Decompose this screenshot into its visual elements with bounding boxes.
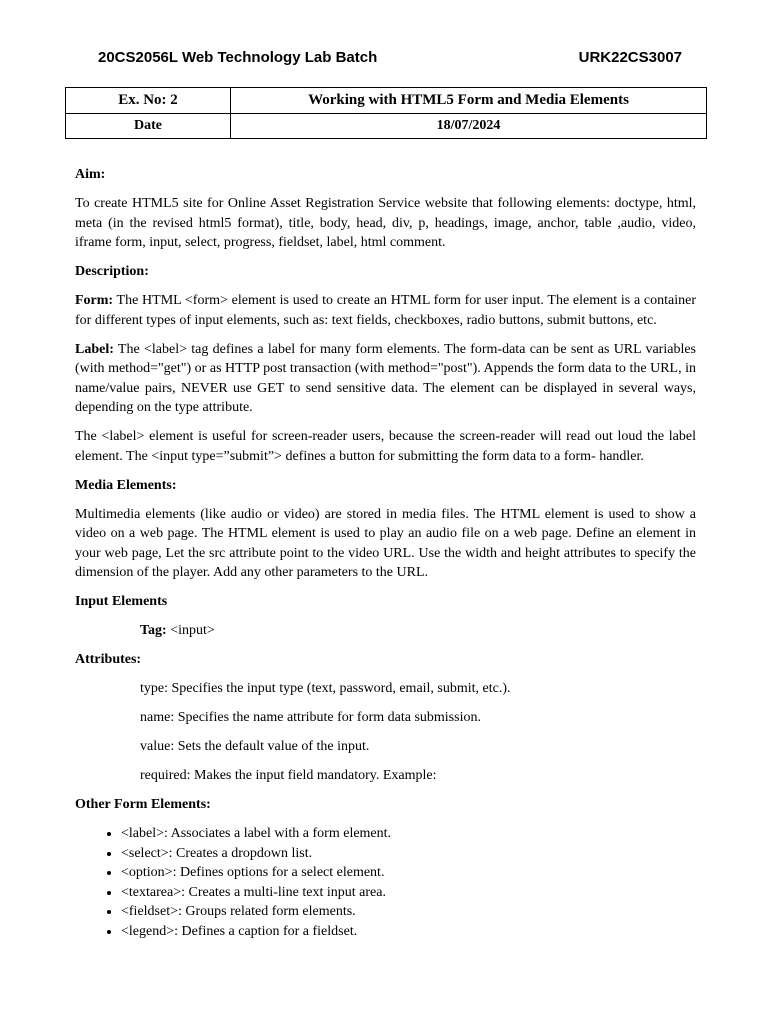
running-header bbox=[98, 47, 682, 67]
attribute-item: value: Sets the default value of the input. bbox=[140, 739, 370, 754]
attribute-item: name: Specifies the name attribute for form data submission. bbox=[140, 710, 481, 725]
exercise-number: Ex. No: 2 bbox=[66, 88, 231, 114]
date-value: 18/07/2024 bbox=[231, 114, 707, 139]
label-paragraph bbox=[75, 340, 696, 418]
exercise-info-table bbox=[65, 87, 707, 139]
aim-text: To create HTML5 site for Online Asset Registration Service website that following elements: doctype, html, meta (in the revised html5 format), title, body, head, div, p, headings, image, anchor, table ,audio, video, iframe form, input, select, progress, fieldset, label, html comment. bbox=[75, 196, 696, 250]
list-item: • <label>: Associates a label with a form element. bbox=[121, 824, 696, 844]
exercise-title: Working with HTML5 Form and Media Elements bbox=[231, 88, 707, 114]
media-text: Multimedia elements (like audio or video) are stored in media files. The HTML element is used to show a video on a web page. The HTML element is used to play an audio file on a web page. Define an element in your web page, Let the src attribute point to the video URL. Use the width and height attributes to specify the dimension of the player. Add any other parameters to the URL. bbox=[75, 506, 696, 580]
list-item: • <textarea>: Creates a multi-line text input area. bbox=[121, 883, 696, 903]
input-elements-heading: Input Elements bbox=[75, 594, 168, 609]
input-tag-line bbox=[75, 621, 696, 641]
label-paragraph-2: The <label> element is useful for screen-reader users, because the screen-reader will read out loud the label element. The <input type=”submit”> defines a button for submitting the form data to a form- handler. bbox=[75, 429, 696, 464]
label-text: The <label> tag defines a label for many form elements. The form-data can be sent as URL variables (with method="get") or as HTTP post transaction (with method="post"). Appends the form data to the URL, in name/value pairs, NEVER use GET to send sensitive data. The element can be displayed in several ways, depending on the type attribute. bbox=[75, 341, 696, 415]
attribute-item: required: Makes the input field mandatory. Example: bbox=[140, 768, 437, 783]
list-item: • <select>: Creates a dropdown list. bbox=[121, 844, 696, 864]
header-course-title: 20CS2056L Web Technology Lab Batch bbox=[98, 49, 378, 66]
attribute-item: type: Specifies the input type (text, password, email, submit, etc.). bbox=[140, 681, 511, 696]
description-heading: Description: bbox=[75, 264, 149, 279]
media-heading: Media Elements: bbox=[75, 477, 177, 493]
form-term: Form: bbox=[75, 293, 114, 308]
form-text: The HTML <form> element is used to create an HTML form for user input. The element is a container for different types of input elements, such as: text fields, checkboxes, radio buttons, submit buttons, etc. bbox=[75, 293, 696, 328]
attributes-heading: Attributes: bbox=[75, 652, 142, 667]
list-item: • <option>: Defines options for a select element. bbox=[121, 863, 696, 883]
tag-value: <input> bbox=[166, 623, 215, 638]
date-label: Date bbox=[66, 114, 231, 139]
list-item: • <fieldset>: Groups related form elements. bbox=[121, 902, 696, 922]
aim-heading: Aim: bbox=[75, 167, 106, 182]
other-form-elements-heading: Other Form Elements: bbox=[75, 797, 211, 812]
exercise-info-row bbox=[66, 88, 707, 114]
header-register-number: URK22CS3007 bbox=[578, 49, 682, 66]
list-item: • <legend>: Defines a caption for a fieldset. bbox=[121, 922, 696, 942]
other-form-elements-list bbox=[75, 824, 696, 941]
label-term: Label: bbox=[75, 341, 114, 357]
document-body bbox=[75, 165, 696, 941]
tag-term: Tag: bbox=[140, 623, 167, 638]
exercise-date-row bbox=[66, 114, 707, 139]
form-paragraph bbox=[75, 291, 696, 330]
